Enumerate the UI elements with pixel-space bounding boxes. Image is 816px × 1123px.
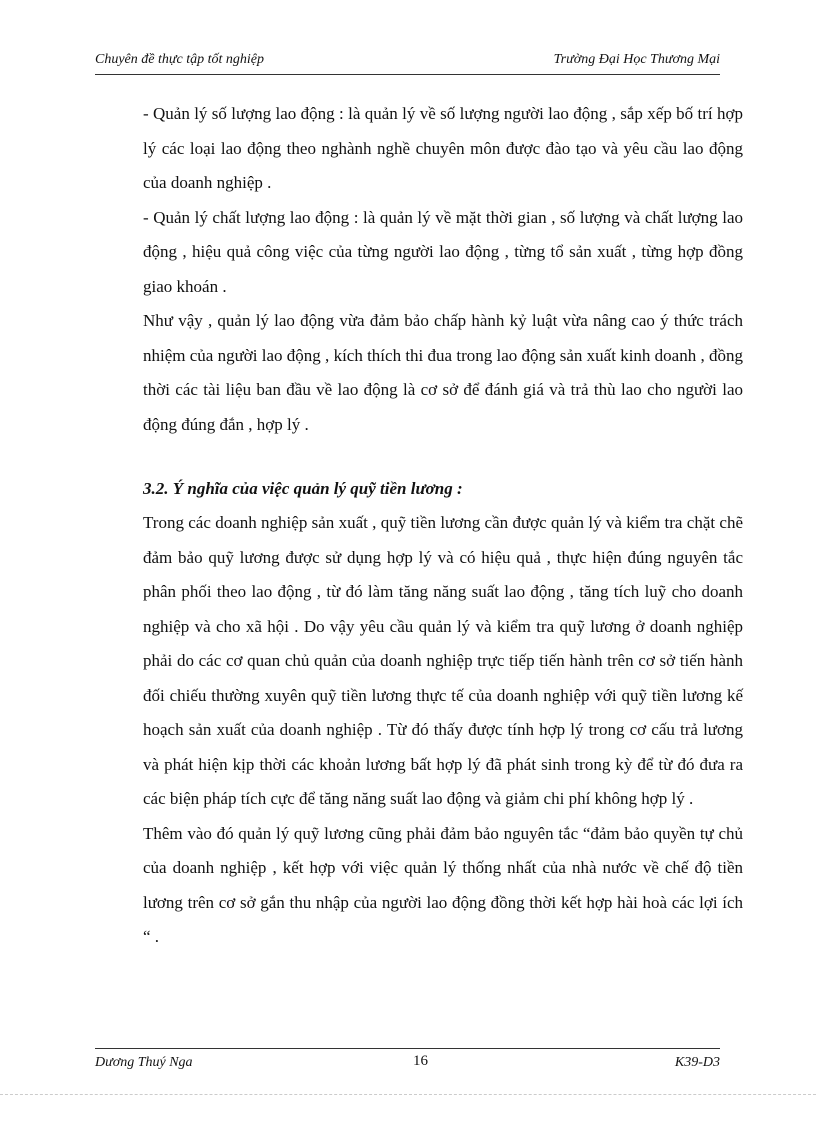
header-right-text: Trường Đại Học Thương Mại	[553, 52, 720, 67]
paragraph-labor-quantity: - Quản lý số lượng lao động : là quản lý về số lượng người lao động , sắp xếp bố trí hợp lý các loại lao động theo nghành nghề chuyên môn được đào tạo và yêu cầu lao động của doanh nghiệp .	[143, 104, 743, 192]
document-body	[143, 97, 743, 955]
page-number: 16	[413, 1053, 428, 1069]
page-footer	[95, 1048, 720, 1079]
footer-author: Dương Thuý Nga	[95, 1055, 193, 1070]
header-left-text: Chuyên đề thực tập tốt nghiệp	[95, 52, 264, 67]
paragraph-wage-fund: Trong các doanh nghiệp sản xuất , quỹ tiền lương cần được quản lý và kiểm tra chặt chẽ đảm bảo quỹ lương được sử dụng hợp lý và có hiệu quả , thực hiện đúng nguyên tắc phân phối theo lao động , từ đó làm tăng năng suất lao động , tăng tích luỹ cho doanh nghiệp và cho xã hội . Do vậy yêu cầu quản lý và kiểm tra quỹ lương ở doanh nghiệp phải do các cơ quan chủ quản của doanh nghiệp trực tiếp tiến hành trên cơ sở tiến hành đối chiếu thường xuyên quỹ tiền lương thực tế của doanh nghiệp với quỹ tiền lương kế hoạch sản xuất của doanh nghiệp . Từ đó thấy được tính hợp lý trong cơ cấu trả lương và phát hiện kịp thời các khoản lương bất hợp lý đã phát sinh trong kỳ để từ đó đưa ra các biện pháp tích cực để tăng năng suất lao động và giảm chi phí không hợp lý .	[143, 513, 743, 808]
footer-class-code: K39-D3	[674, 1055, 720, 1070]
page-bottom-divider	[0, 1094, 816, 1095]
section-heading: 3.2. Ý nghĩa của việc quản lý quỹ tiền lương :	[143, 479, 463, 498]
page-header	[95, 48, 720, 75]
paragraph-wage-principle: Thêm vào đó quản lý quỹ lương cũng phải đảm bảo nguyên tắc “đảm bảo quyền tự chủ của doanh nghiệp , kết hợp với việc quản lý thống nhất của nhà nước về chế độ tiền lương trên cơ sở gắn thu nhập của người lao động đồng thời kết hợp hài hoà các lợi ích “ .	[143, 823, 743, 946]
paragraph-labor-quality: - Quản lý chất lượng lao động : là quản lý về mặt thời gian , số lượng và chất lượng lao động , hiệu quả công việc của từng người lao động , từng tổ sản xuất , từng hợp đồng giao khoán .	[143, 207, 743, 296]
paragraph-labor-summary: Như vậy , quản lý lao động vừa đảm bảo chấp hành kỷ luật vừa nâng cao ý thức trách nhiệm của người lao động , kích thích thi đua trong lao động sản xuất kinh doanh , đồng thời các tài liệu ban đầu về lao động là cơ sở để đánh giá và trả thù lao cho người lao động đúng đắn , hợp lý .	[143, 311, 743, 434]
